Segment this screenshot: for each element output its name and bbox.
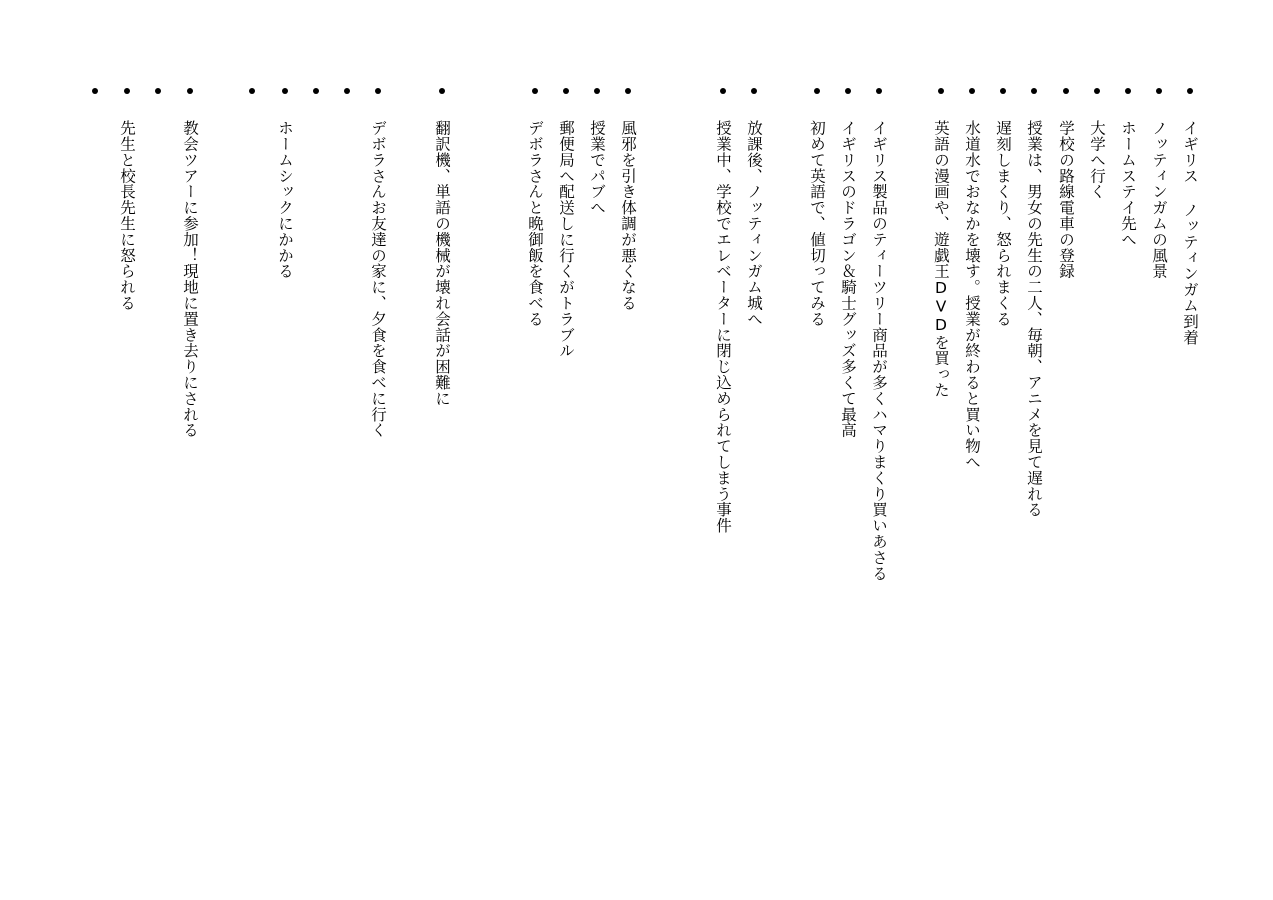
list-item xyxy=(991,88,1015,327)
list-item-text: ノッティンガムの風景 xyxy=(1150,120,1168,279)
list-item-text: イギリス ノッティンガム到着 xyxy=(1181,120,1199,346)
list-item-text: 英語の漫画や、遊戯王DVDを買った xyxy=(932,120,950,398)
list-item xyxy=(240,88,264,120)
list-item-text: 学校の路線電車の登録 xyxy=(1057,120,1075,279)
list-item-text: 郵便局へ配送しに行くがトラブル xyxy=(557,120,575,359)
list-item xyxy=(1147,88,1171,279)
bullet-icon xyxy=(720,88,726,94)
list-item xyxy=(742,88,766,327)
list-item xyxy=(960,88,984,470)
bullet-icon xyxy=(814,88,820,94)
bullet-icon xyxy=(282,88,288,94)
bullet-icon xyxy=(1125,88,1131,94)
list-item-text: イギリスのドラゴン＆騎士グッズ多くて最高 xyxy=(839,120,857,438)
bullet-icon xyxy=(155,88,161,94)
list-item-text: 授業中、学校でエレベーターに閉じ込められてしまう事件 xyxy=(714,120,732,534)
list-item xyxy=(805,88,829,327)
bullet-icon xyxy=(92,88,98,94)
list-item xyxy=(1085,88,1109,200)
list-item-text: 遅刻しまくり、怒られまくる xyxy=(994,120,1012,327)
list-item-text: 教会ツアーに参加！現地に置き去りにされる xyxy=(181,120,199,438)
list-item xyxy=(554,88,578,359)
list-item xyxy=(335,88,359,120)
list-item xyxy=(492,88,516,114)
list-item xyxy=(836,88,860,438)
list-item xyxy=(711,88,735,533)
bullet-icon xyxy=(1063,88,1069,94)
bullet-icon xyxy=(751,88,757,94)
list-item-text: デボラさんお友達の家に、夕食を食べに行く xyxy=(369,120,387,438)
bullet-icon xyxy=(845,88,851,94)
list-item xyxy=(1022,88,1046,518)
list-item xyxy=(115,88,139,311)
bullet-icon xyxy=(313,88,319,94)
bullet-icon xyxy=(594,88,600,94)
list-item xyxy=(774,88,798,114)
list-item xyxy=(178,88,202,438)
list-item xyxy=(366,88,390,438)
list-item xyxy=(1178,88,1202,345)
list-item xyxy=(146,88,170,120)
bullet-icon xyxy=(344,88,350,94)
list-item xyxy=(680,88,704,114)
bullet-icon xyxy=(249,88,255,94)
bullet-icon xyxy=(187,88,193,94)
list-item-text: 放課後、ノッティンガム城へ xyxy=(745,120,763,327)
list-item xyxy=(585,88,609,215)
list-item xyxy=(399,88,423,114)
list-item-text: 風邪を引き体調が悪くなる xyxy=(619,120,637,311)
list-item-text: 先生と校長先生に怒られる xyxy=(118,120,136,311)
list-item-text: デボラさんと晩御飯を食べる xyxy=(526,120,544,327)
list-item xyxy=(929,88,953,398)
list-item xyxy=(898,88,922,114)
list-item xyxy=(1116,88,1140,247)
list-item-text: 授業でパブへ xyxy=(588,120,606,216)
bullet-icon xyxy=(375,88,381,94)
bullet-icon xyxy=(876,88,882,94)
list-item xyxy=(867,88,891,581)
list-item xyxy=(523,88,547,327)
list-item-text: ホームステイ先へ xyxy=(1119,120,1137,248)
list-item xyxy=(430,88,454,406)
list-item-text: 授業は、男女の先生の二人、毎朝、アニメを見て遅れる xyxy=(1025,120,1043,518)
list-item-text: 初めて英語で、値切ってみる xyxy=(808,120,826,327)
list-item xyxy=(616,88,640,311)
list-item xyxy=(304,88,328,120)
list-item xyxy=(83,88,107,120)
list-item-text: イギリス製品のティーツリー商品が多くハマりまくり買いあさる xyxy=(870,120,888,582)
bullet-icon xyxy=(625,88,631,94)
bullet-icon xyxy=(1156,88,1162,94)
bullet-icon xyxy=(1031,88,1037,94)
list-item xyxy=(1054,88,1078,279)
bullet-icon xyxy=(124,88,130,94)
bullet-icon xyxy=(439,88,445,94)
list-item-text: 水道水でおなかを壊す。授業が終わると買い物へ xyxy=(963,120,981,470)
list-item-text: 大学へ行く xyxy=(1088,120,1106,200)
list-item-text: 翻訳機、単語の機械が壊れ会話が困難に xyxy=(433,120,451,407)
bullet-icon xyxy=(1187,88,1193,94)
bullet-icon xyxy=(563,88,569,94)
bullet-icon xyxy=(938,88,944,94)
list-item xyxy=(273,88,297,279)
list-item-text: ホームシックにかかる xyxy=(276,120,294,279)
bullet-icon xyxy=(532,88,538,94)
bullet-icon xyxy=(1094,88,1100,94)
bullet-icon xyxy=(969,88,975,94)
bullet-icon xyxy=(1000,88,1006,94)
